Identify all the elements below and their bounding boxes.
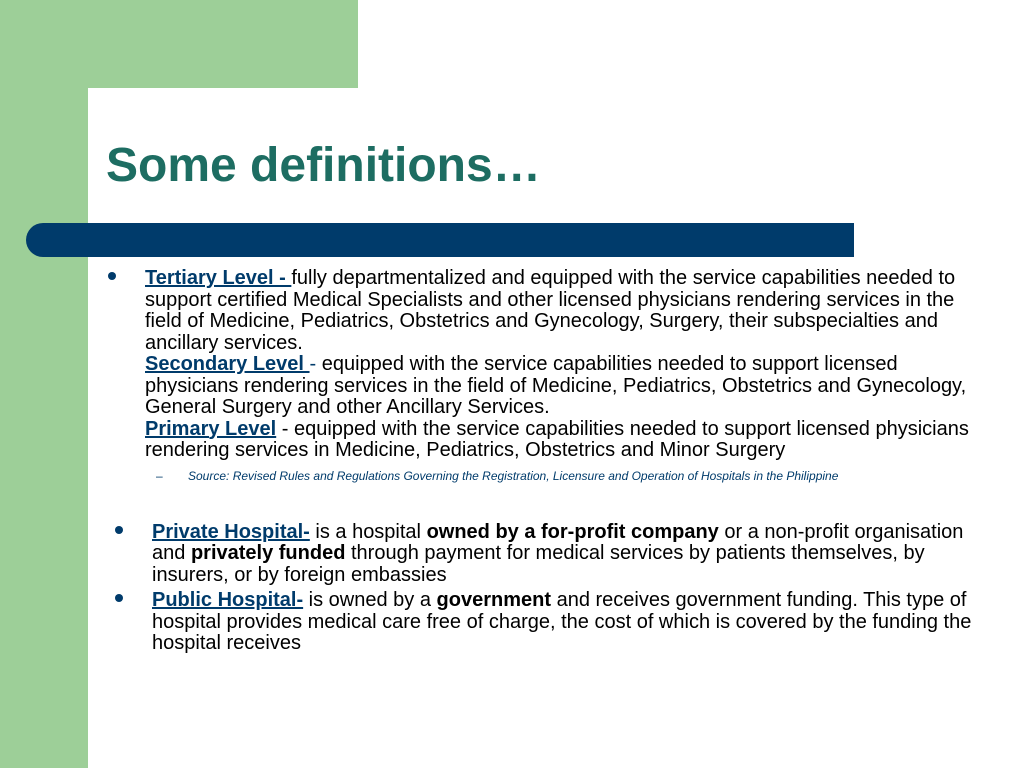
bullet-public-hospital <box>115 590 995 655</box>
source-text: Source: Revised Rules and Regulations Governing the Registration, Licensure and Operation of Hospitals in the Philippine <box>188 468 839 483</box>
private-hospital-text-2: or a non-profit organisation and <box>152 520 964 564</box>
private-hospital-term: Private Hospital- <box>152 520 310 543</box>
public-hospital-term: Public Hospital- <box>152 589 304 611</box>
secondary-level-text: equipped with the service capabilities needed to support licensed physicians rendering services in the field of Medicine, Pediatrics, Obstetrics and Gynecology, General Surgery and other Ancillary Services. <box>145 353 967 418</box>
primary-level-term: Primary Level <box>145 417 277 440</box>
bullet-dot-icon <box>115 526 123 534</box>
bullet-levels <box>108 268 988 462</box>
secondary-level-dash: - <box>309 353 322 375</box>
bullet-dot-icon <box>115 594 123 602</box>
bullet-dot-icon <box>108 272 116 280</box>
secondary-level-term: Secondary Level <box>145 353 310 375</box>
green-left-band <box>0 0 88 768</box>
title-divider-bar <box>26 223 854 257</box>
public-hospital-bold-1: government <box>436 589 552 611</box>
bullet-private-hospital <box>115 522 995 587</box>
tertiary-level-text: fully departmentalized and equipped with the service capabilities needed to support certified Medical Specialists and other licensed physicians rendering services in the field of Medicine, Pediatrics, Obstetrics and Gynecology, Surgery, their subspecialties and ancillary services. <box>145 267 956 354</box>
private-hospital-text-1: is a hospital <box>309 520 427 543</box>
public-hospital-text-1: is owned by a <box>303 589 437 611</box>
private-hospital-bold-2: privately funded <box>190 542 346 564</box>
private-hospital-text-3: through payment for medical services by patients themselves, by insurers, or by foreign embassies <box>152 542 925 586</box>
public-hospital-text-2: and receives government funding. This type of hospital provides medical care free of charge, the cost of which is covered by the funding the hospital receives <box>152 589 972 654</box>
source-dash: – <box>156 468 163 483</box>
slide-title: Some definitions… <box>106 139 541 192</box>
primary-level-text: - equipped with the service capabilities needed to support licensed physicians rendering services in Medicine, Pediatrics, Obstetrics and Minor Surgery <box>145 417 969 461</box>
source-note <box>108 468 988 484</box>
slide-body <box>108 268 988 655</box>
tertiary-level-term: Tertiary Level - <box>145 267 292 289</box>
private-hospital-bold-1: owned by a for-profit company <box>426 520 719 543</box>
